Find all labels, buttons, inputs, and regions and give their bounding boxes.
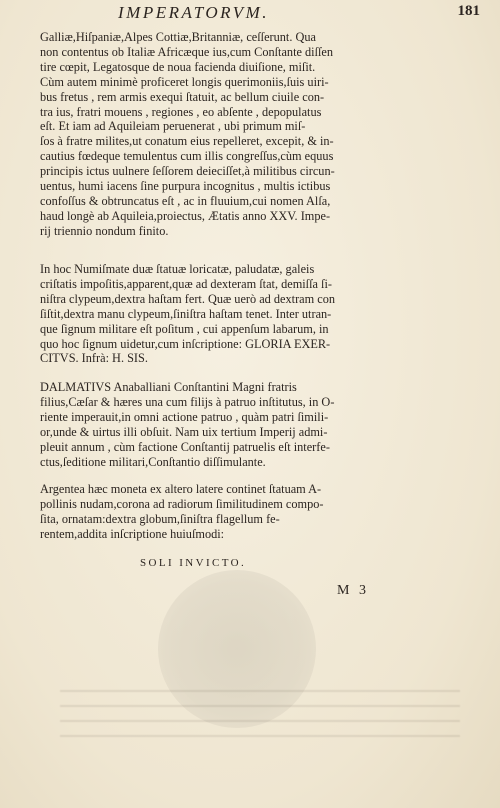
text-line: filius,Cæſar & hæres una cum filijs à patruo inſtitutus, in O- [40, 394, 335, 409]
page-header [0, 2, 500, 24]
text-line: In hoc Numiſmate duæ ſtatuæ loricatæ, paludatæ, galeis [40, 262, 315, 276]
text-line: uentus, humi iacens ſine purpura incognitus , multis ictibus [40, 179, 331, 194]
signature-mark: M 3 [337, 583, 369, 598]
text-line: or,unde & uirtus illi obſuit. Nam uix tertium Imperij admi- [40, 424, 328, 439]
text-line: principis ictus uulnere ſeſſorem deieciſſet,à militibus circun- [40, 164, 335, 179]
text-line: Argentea hæc moneta ex altero latere continet ſtatuam A- [40, 482, 322, 496]
text-line: cautius fœdeque temulentus cum illis congreſſus,cùm equus [40, 149, 334, 164]
text-line: CITVS. Infrà: H. SIS. [40, 351, 148, 366]
text-line: riente imperauit,in omni actione patruo , quàm patri ſimili- [40, 409, 329, 424]
paragraph-dalmatius [40, 380, 470, 469]
text-line: rentem,addita inſcriptione huiuſmodi: [40, 526, 225, 541]
text-line: ctus,ſeditione militari,Conſtantio diſſimulante. [40, 454, 266, 469]
text-line: confoſſus & obtruncatus eſt , ac in fluuium,cui nomen Alſa, [40, 193, 331, 208]
text-line: rij triennio nondum finito. [40, 223, 169, 238]
running-head: IMPERATORVM. [118, 3, 270, 22]
text-line: Cùm autem minimè proficeret longis querimoniis,ſuis uiri- [40, 74, 329, 89]
text-line: pleuit annum , cùm factione Conſtantij patruelis eſt interfe- [40, 439, 330, 454]
text-line: DALMATIVS Anaballiani Conſtantini Magni fratris [40, 380, 297, 394]
text-line: criſtatis impoſitis,apparent,quæ ad dexteram ſtat, demiſſa ſi- [40, 276, 332, 291]
text-line: Galliæ,Hiſpaniæ,Alpes Cottiæ,Britanniæ, ceſſerunt. Qua [40, 30, 316, 44]
text-line: quo hoc ſignum uidetur,cum inſcriptione: GLORIA EXER- [40, 336, 331, 351]
text-line: bus fretus , rem armis exequi ſtatuit, ac bellum ciuile con- [40, 89, 325, 104]
text-line: tra ius, fratri mouens , regiones , eo abſente , depopulatus [40, 104, 322, 119]
text-line: ſos à fratre milites,ut conatum eius repelleret, excepit, & in- [40, 134, 334, 149]
paragraph-constans-death [40, 30, 470, 239]
text-line: que ſignum militare eſt poſitum , cui appenſum labarum, in [40, 321, 329, 336]
paragraph-coin-description [40, 262, 470, 366]
paragraph-silver-coin [40, 482, 470, 542]
text-line: pollinis nudam,corona ad radiorum ſimilitudinem compo- [40, 496, 324, 511]
text-line: tire cœpit, Legatosque de noua facienda diuiſione, miſit. [40, 59, 316, 74]
text-line: ſita, ornatam:dextra globum,ſiniſtra flagellum fe- [40, 511, 280, 526]
show-through-text [60, 690, 460, 750]
text-line: haud longè ab Aquileia,proiectus, Ætatis anno XXV. Impe- [40, 208, 331, 223]
text-line: non contentus ob Italiæ Africæque ius,cum Conſtante diſſen [40, 44, 334, 59]
text-line: eſt. Et iam ad Aquileiam peruenerat , ubi primum miſ- [40, 119, 306, 134]
text-line: ſiſtit,dextra manu clypeum,ſiniſtra haſtam tenet. Inter utran- [40, 306, 332, 321]
page-number: 181 [457, 3, 480, 19]
coin-legend: SOLI INVICTO. [140, 557, 247, 569]
text-line: niſtra clypeum,dextra haſtam fert. Quæ uerò ad dextram con [40, 291, 336, 306]
